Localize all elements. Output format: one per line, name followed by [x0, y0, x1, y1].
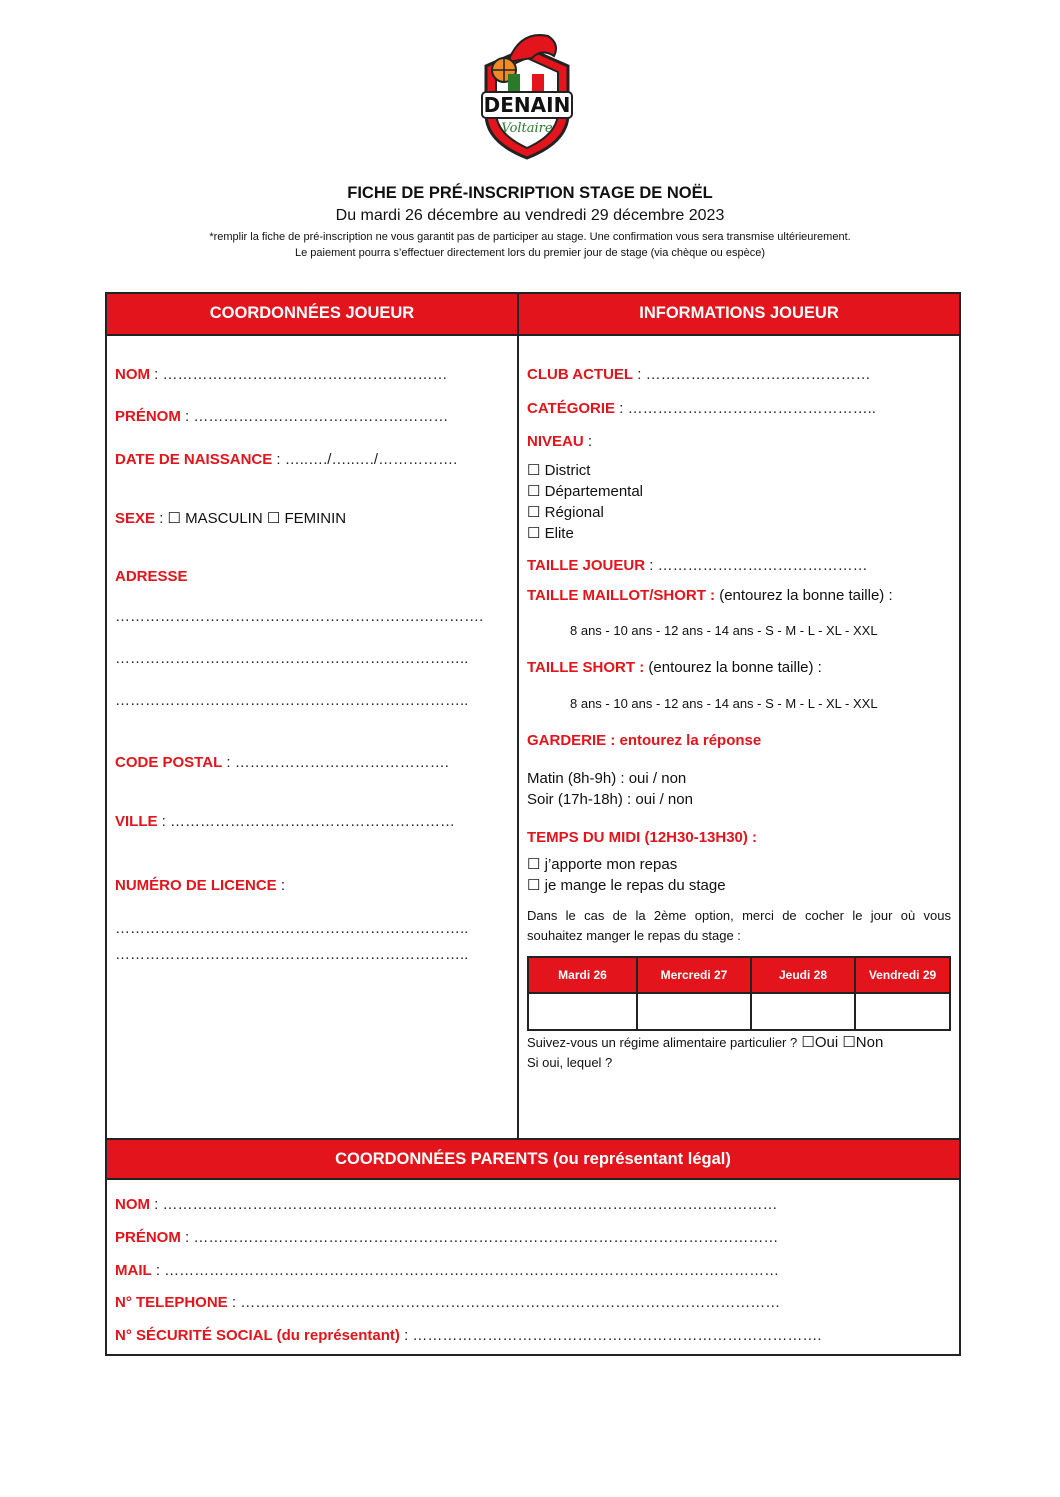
parent-field-mail[interactable]	[115, 1262, 779, 1279]
parent-label-nom: NOM	[115, 1196, 150, 1213]
dots-nom: : …………………………………………………	[150, 366, 448, 383]
parent-field-telephone[interactable]	[115, 1294, 780, 1311]
parent-dots-mail: : ……………………………………………………………………………………………………………	[151, 1262, 780, 1279]
field-dob[interactable]	[115, 451, 457, 468]
dots-categorie: : …………………………………………..	[615, 400, 876, 417]
label-taille-joueur: TAILLE JOUEUR	[527, 557, 646, 574]
dots-club: : ………………………………………	[633, 366, 871, 383]
niveau-option-regional[interactable]: ☐ Régional	[527, 504, 604, 521]
form-note-2: Le paiement pourra s’effectuer directement lors du premier jour de stage (via chèque ou espèce)	[294, 247, 765, 259]
logo-script: Voltaire	[501, 121, 553, 136]
meal-days-header	[528, 957, 950, 993]
field-taille-short	[527, 659, 822, 676]
club-logo	[468, 22, 586, 162]
label-ville: VILLE	[115, 813, 158, 830]
regime-checkboxes[interactable]: ☐Oui ☐Non	[797, 1034, 884, 1051]
day-cell-jeudi[interactable]	[751, 993, 855, 1030]
parent-field-securite-sociale[interactable]	[115, 1327, 822, 1344]
header-divider	[107, 334, 959, 336]
section-title-player-info: INFORMATIONS JOUEUR	[519, 294, 959, 334]
parent-dots-telephone: : ………………………………………………………………………………………………	[227, 1294, 781, 1311]
field-code-postal[interactable]	[115, 754, 449, 771]
garderie-soir[interactable]: Soir (17h-18h) : oui / non	[527, 791, 693, 808]
sizes-maillot[interactable]: 8 ans - 10 ans - 12 ans - 14 ans - S - M - L - XL - XXL	[570, 623, 878, 638]
field-niveau	[527, 433, 592, 450]
form-title: FICHE DE PRÉ-INSCRIPTION STAGE DE NOËL	[347, 184, 713, 202]
regime-which: Si oui, lequel ?	[527, 1055, 613, 1070]
adresse-line-1[interactable]: …………………………………………………….………….	[115, 608, 484, 625]
label-sexe: SEXE	[115, 510, 156, 527]
parent-field-prenom[interactable]	[115, 1229, 778, 1246]
label-code-postal: CODE POSTAL	[115, 754, 223, 771]
label-taille-maillot: TAILLE MAILLOT/SHORT :	[527, 587, 716, 604]
sexe-checkboxes[interactable]: : ☐ MASCULIN ☐ FEMININ	[155, 510, 347, 527]
field-taille-joueur[interactable]	[527, 557, 868, 574]
field-prenom[interactable]	[115, 408, 448, 425]
field-nom[interactable]	[115, 366, 448, 383]
licence-line-2[interactable]: ……………………………………………………………..	[115, 946, 469, 963]
parent-dots-securite-sociale: : ……………………………………………………………………….	[399, 1327, 822, 1344]
parent-dots-nom: : ……………………………………………………………………………………………………………	[150, 1196, 778, 1213]
dots-ville: : …………………………………………………	[157, 813, 456, 830]
dots-prenom: : ……………………………………………	[180, 408, 449, 425]
option-instructions-2: souhaitez manger le repas du stage :	[527, 928, 741, 943]
label-taille-short: TAILLE SHORT :	[527, 659, 645, 676]
parents-divider	[107, 1178, 959, 1180]
sizes-short[interactable]: 8 ans - 10 ans - 12 ans - 14 ans - S - M - L - XL - XXL	[570, 696, 878, 711]
hint-taille-maillot: (entourez la bonne taille) :	[715, 587, 893, 604]
parent-label-mail: MAIL	[115, 1262, 152, 1279]
form-note-1: *remplir la fiche de pré-inscription ne vous garantit pas de participer au stage. Une confirmation vous sera transmise ultérieurement.	[209, 231, 851, 243]
hint-taille-short: (entourez la bonne taille) :	[644, 659, 822, 676]
licence-colon: :	[276, 877, 286, 894]
field-sexe[interactable]	[115, 509, 346, 527]
parent-label-prenom: PRÉNOM	[115, 1229, 181, 1246]
dots-taille-joueur: : ……………………………………	[645, 557, 868, 574]
regime-question	[527, 1033, 883, 1052]
midi-option-repas-perso[interactable]: ☐ j’apporte mon repas	[527, 856, 678, 873]
field-club[interactable]	[527, 366, 871, 383]
label-categorie: CATÉGORIE	[527, 400, 616, 417]
section-title-parents: COORDONNÉES PARENTS (ou représentant légal)	[107, 1140, 959, 1178]
adresse-line-2[interactable]: ……………………………………………………………..	[115, 650, 469, 667]
day-cell-vendredi[interactable]	[855, 993, 950, 1030]
label-temps-midi: TEMPS DU MIDI (12H30-13H30) :	[527, 829, 758, 846]
day-header-mardi: Mardi 26	[528, 957, 637, 993]
column-divider	[517, 294, 519, 1139]
label-club: CLUB ACTUEL	[527, 366, 634, 383]
niveau-option-departemental[interactable]: ☐ Départemental	[527, 483, 644, 500]
licence-line-1[interactable]: ……………………………………………………………..	[115, 920, 469, 937]
dots-code-postal: : …………………………………….	[222, 754, 449, 771]
label-dob: DATE DE NAISSANCE	[115, 451, 273, 468]
denain-voltaire-basketball-logo-icon	[468, 22, 586, 162]
day-header-vendredi: Vendredi 29	[855, 957, 950, 993]
field-categorie[interactable]	[527, 400, 876, 417]
midi-option-repas-stage[interactable]: ☐ je mange le repas du stage	[527, 877, 726, 894]
day-header-jeudi: Jeudi 28	[751, 957, 855, 993]
section-title-player-contact: COORDONNÉES JOUEUR	[107, 294, 517, 334]
dots-dob: : …..…./…..…./…………….	[272, 451, 458, 468]
field-taille-maillot	[527, 587, 893, 604]
niveau-colon: :	[583, 433, 593, 450]
form-dates: Du mardi 26 décembre au vendredi 29 décembre 2023	[335, 207, 725, 224]
field-licence	[115, 877, 285, 894]
niveau-option-district[interactable]: ☐ District	[527, 462, 591, 479]
parent-dots-prenom: : ………………………………………………………………………………………………………	[180, 1229, 779, 1246]
parent-label-securite-sociale: N° SÉCURITÉ SOCIAL (du représentant)	[115, 1327, 400, 1344]
label-prenom: PRÉNOM	[115, 408, 181, 425]
option-instructions-1: Dans le cas de la 2ème option, merci de cocher le jour où vous	[527, 908, 951, 923]
adresse-line-3[interactable]: ……………………………………………………………..	[115, 692, 469, 709]
day-cell-mercredi[interactable]	[637, 993, 751, 1030]
label-licence: NUMÉRO DE LICENCE	[115, 877, 277, 894]
label-garderie: GARDERIE : entourez la réponse	[527, 732, 762, 749]
day-header-mercredi: Mercredi 27	[637, 957, 751, 993]
parent-label-telephone: N° TELEPHONE	[115, 1294, 228, 1311]
day-cell-mardi[interactable]	[528, 993, 637, 1030]
label-nom: NOM	[115, 366, 150, 383]
parent-field-nom[interactable]	[115, 1196, 778, 1213]
logo-text: DENAIN	[483, 93, 571, 117]
regime-question-text: Suivez-vous un régime alimentaire particulier ?	[527, 1035, 798, 1050]
field-ville[interactable]	[115, 813, 455, 830]
garderie-matin[interactable]: Matin (8h-9h) : oui / non	[527, 770, 687, 787]
label-niveau: NIVEAU	[527, 433, 584, 450]
label-adresse: ADRESSE	[115, 568, 188, 585]
niveau-option-elite[interactable]: ☐ Elite	[527, 525, 574, 542]
meal-days-row	[528, 993, 950, 1030]
meal-days-table	[527, 956, 951, 1031]
